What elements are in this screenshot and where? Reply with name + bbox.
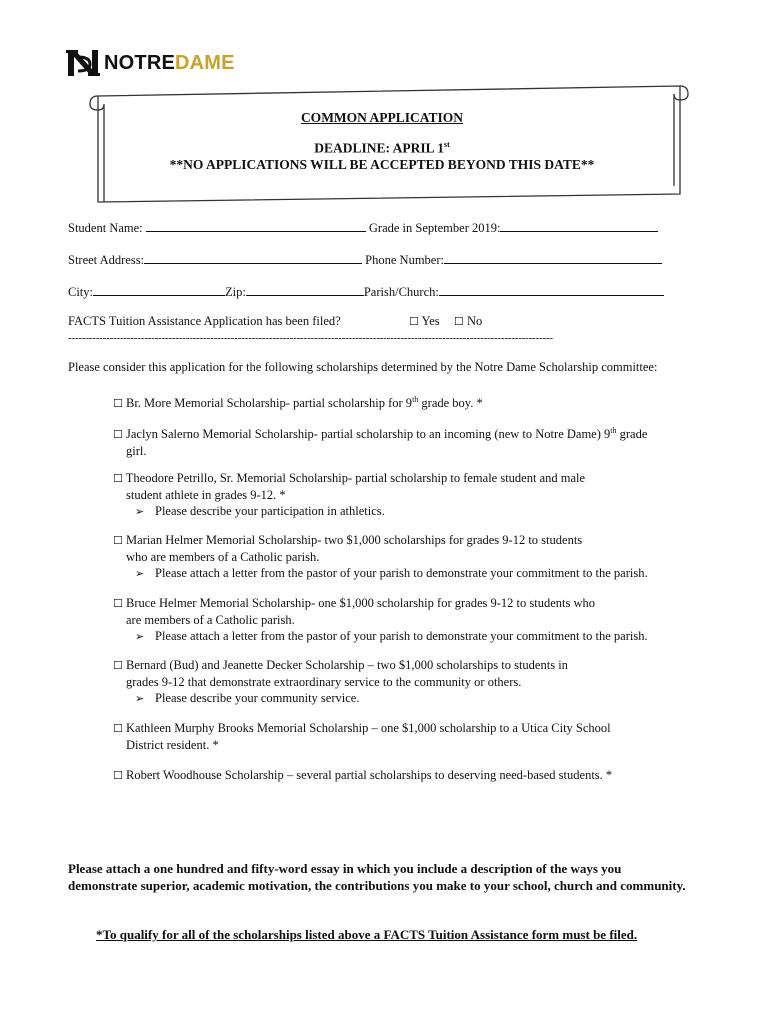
dashed-divider: -------------------------------------------------------------------------------------------------------------------------------------------- <box>68 332 553 344</box>
scholarship-item: ☐ Theodore Petrillo, Sr. Memorial Scholarship- partial scholarship to female student and male student athlete in grades 9-12. * ➢ Please describe your participation in athletics. <box>113 471 586 518</box>
scholarship-checkbox[interactable]: ☐ <box>113 472 123 485</box>
scholarship-checkbox[interactable]: ☐ <box>113 428 123 442</box>
scholarship-checkbox[interactable]: ☐ <box>113 722 123 735</box>
row-city-zip-parish <box>68 284 664 300</box>
notre-dame-logo <box>66 46 235 80</box>
arrow-bullet-icon: ➢ <box>135 506 145 518</box>
street-address-field[interactable] <box>144 252 362 264</box>
student-name-field[interactable] <box>146 220 366 232</box>
scholarship-item: ☐ Jaclyn Salerno Memorial Scholarship- partial scholarship to an incoming (new to Notre Dame) 9th grade girl. <box>113 426 648 459</box>
essay-instructions: Please attach a one hundred and fifty-word essay in which you include a description of the ways you demonstrate superior, academic motivation, the contributions you make to your school, church and community. <box>68 861 686 893</box>
header-scroll-banner <box>84 82 690 204</box>
row-student-name <box>68 220 658 236</box>
arrow-bullet-icon: ➢ <box>135 568 145 580</box>
deadline-warning: **NO APPLICATIONS WILL BE ACCEPTED BEYOND THIS DATE** <box>169 156 595 172</box>
arrow-bullet-icon: ➢ <box>135 693 145 705</box>
nd-monogram-icon <box>66 47 100 79</box>
phone-field[interactable] <box>444 252 662 264</box>
no-checkbox[interactable]: ☐ <box>453 315 464 328</box>
street-address-label: Street Address: <box>68 253 145 267</box>
row-facts-filed <box>68 314 482 329</box>
facts-requirement-note: *To qualify for all of the scholarships listed above a FACTS Tuition Assistance form must be filed. <box>96 927 638 942</box>
scholarship-item: ☐ Bruce Helmer Memorial Scholarship- one $1,000 scholarship for grades 9-12 to students who are members of a Catholic parish. ➢ Please attach a letter from the pastor of your parish to demonstrate your commitment to the parish. <box>113 596 648 643</box>
grade-label: Grade in September 2019: <box>368 221 501 235</box>
row-street-address <box>68 252 662 268</box>
grade-field[interactable] <box>500 220 658 232</box>
arrow-bullet-icon: ➢ <box>135 631 145 643</box>
parish-label: Parish/Church: <box>363 285 439 299</box>
phone-label: Phone Number: <box>365 253 444 267</box>
scholarship-checkbox[interactable]: ☐ <box>113 769 123 782</box>
scholarship-item: ☐ Kathleen Murphy Brooks Memorial Scholarship – one $1,000 scholarship to a Utica City School District resident. * <box>113 721 611 752</box>
scholarship-checkbox[interactable]: ☐ <box>113 659 123 672</box>
scholarship-checkbox[interactable]: ☐ <box>113 597 123 610</box>
facts-question: FACTS Tuition Assistance Application has been filed? <box>68 314 341 328</box>
scholarship-item: ☐ Bernard (Bud) and Jeanette Decker Scholarship – two $1,000 scholarships to students in grades 9-12 that demonstrate extraordinary service to the community or others. ➢ Please describe your community service. <box>113 658 568 705</box>
yes-checkbox[interactable]: ☐ <box>408 315 419 328</box>
scholarship-checkbox[interactable]: ☐ <box>113 534 123 547</box>
parish-field[interactable] <box>439 284 664 296</box>
scholarship-item: ☐ Marian Helmer Memorial Scholarship- two $1,000 scholarships for grades 9-12 to students who are members of a Catholic parish. ➢ Please attach a letter from the pastor of your parish to demonstrate your commitment to the parish. <box>113 533 648 580</box>
city-field[interactable] <box>93 284 225 296</box>
scholarship-intro: Please consider this application for the following scholarships determined by the Notre Dame Scholarship committee: <box>68 360 658 374</box>
deadline: DEADLINE: APRIL 1st <box>314 140 450 156</box>
no-label: No <box>466 314 483 328</box>
zip-label: Zip: <box>225 285 246 299</box>
student-name-label: Student Name: <box>68 221 143 235</box>
scholarship-checkbox[interactable]: ☐ <box>113 397 123 411</box>
application-title: COMMON APPLICATION <box>300 110 464 125</box>
logo-text: NOTREDAME <box>104 51 235 74</box>
zip-field[interactable] <box>246 284 364 296</box>
scholarship-item: ☐ Robert Woodhouse Scholarship – several partial scholarships to deserving need-based students. * <box>113 768 613 782</box>
scholarship-item: ☐ Br. More Memorial Scholarship- partial scholarship for 9th grade boy. * <box>113 395 483 411</box>
city-label: City: <box>68 285 94 299</box>
yes-label: Yes <box>421 314 440 328</box>
